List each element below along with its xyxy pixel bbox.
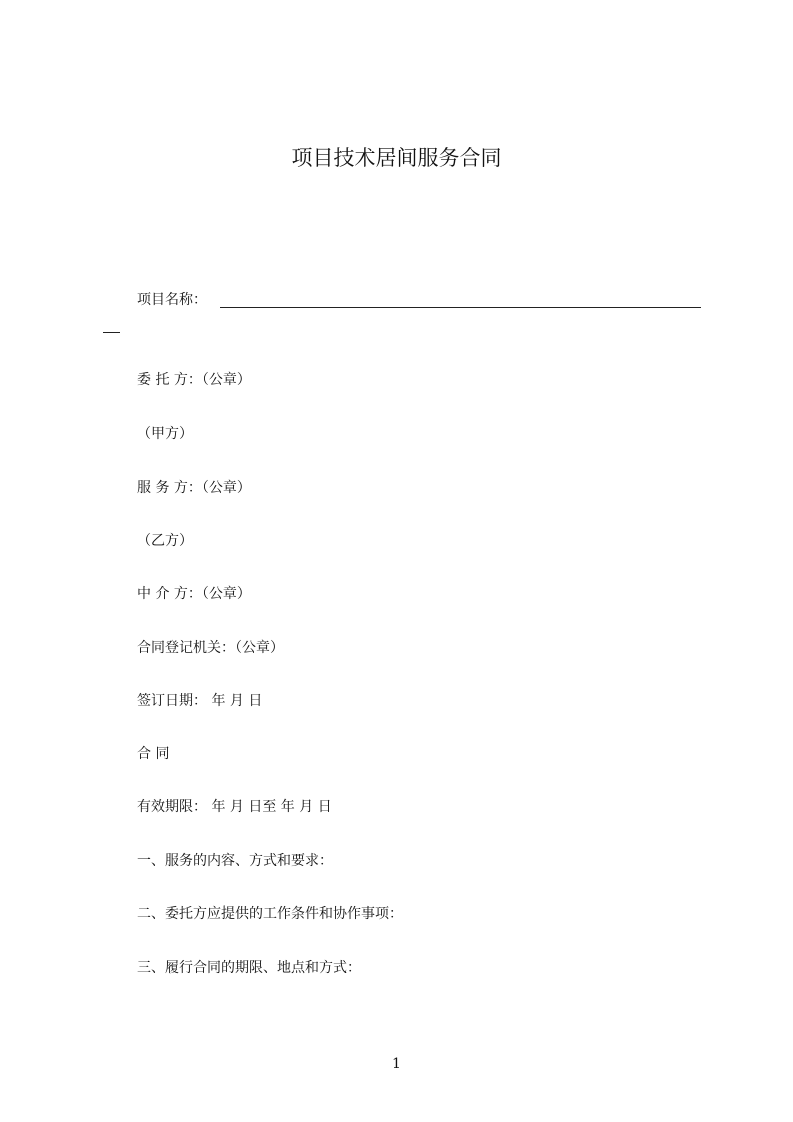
document-title: 项目技术居间服务合同 (291, 146, 502, 170)
project-name-underline-continued (103, 332, 120, 333)
project-name-label: 项目名称： (137, 292, 207, 308)
page-number: 1 (392, 1056, 401, 1072)
party-a-label: （甲方） (137, 426, 193, 442)
service-provider-line: 服 务 方：（公章） (137, 480, 251, 496)
intermediary-line: 中 介 方：（公章） (137, 586, 251, 602)
contract-label: 合 同 (137, 746, 170, 762)
party-b-label: （乙方） (137, 533, 193, 549)
project-name-underline (220, 307, 701, 308)
section-work-conditions: 二、委托方应提供的工作条件和协作事项： (137, 906, 403, 922)
sign-date-line: 签订日期： 年 月 日 (137, 693, 263, 709)
client-line: 委 托 方：（公章） (137, 372, 251, 388)
validity-period-line: 有效期限： 年 月 日至 年 月 日 (137, 799, 332, 815)
section-service-content: 一、服务的内容、方式和要求： (137, 853, 333, 869)
section-performance-terms: 三、履行合同的期限、地点和方式： (137, 960, 361, 976)
registration-authority-line: 合同登记机关：（公章） (137, 640, 284, 656)
